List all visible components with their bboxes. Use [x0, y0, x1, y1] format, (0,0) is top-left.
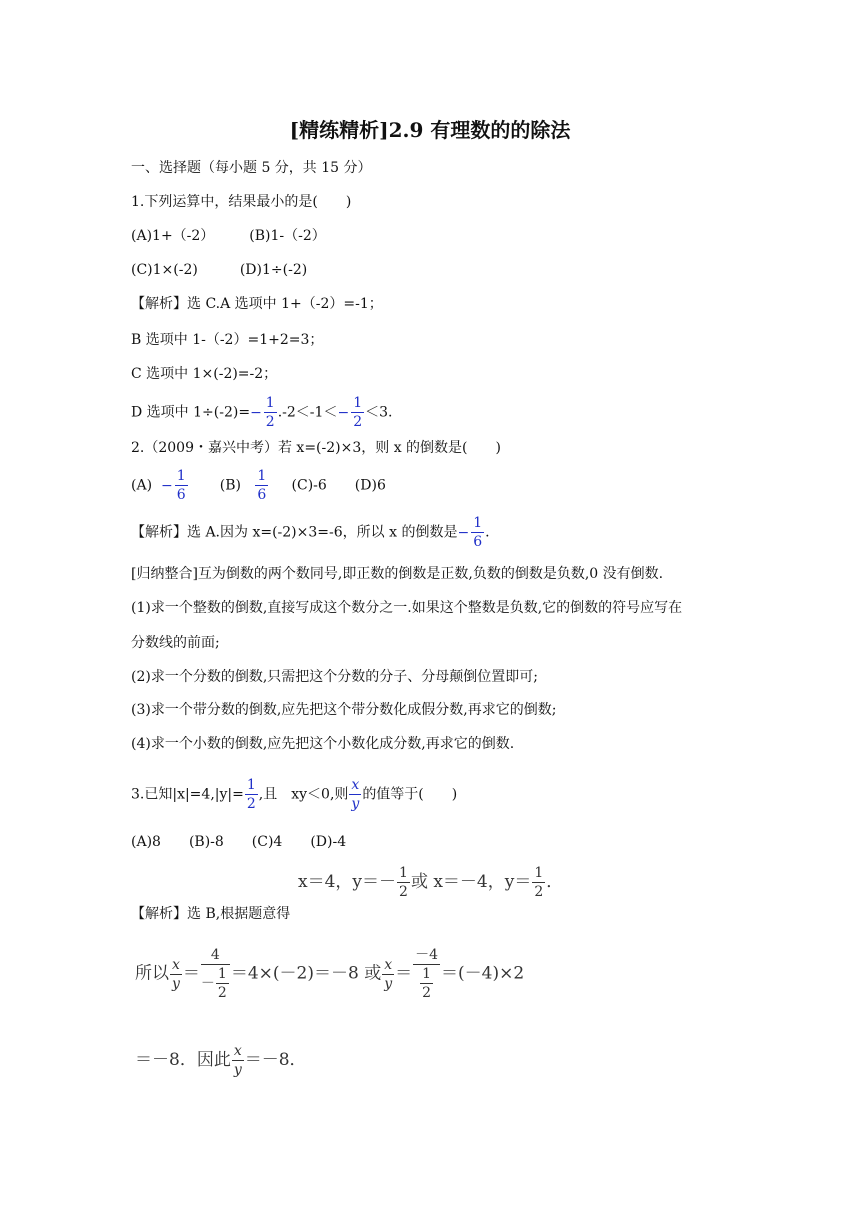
q2-options-cd: (C)-6 (D)6	[291, 477, 386, 494]
q3-options: (A)8 (B)-8 (C)4 (D)-4	[131, 834, 347, 850]
page-title: [精练精析]2.9 有理数的的除法	[289, 118, 571, 142]
q3-stem-end: 的值等于( )	[362, 786, 458, 803]
q1-answer-line3: C 选项中 1×(-2)=-2；	[131, 366, 278, 382]
fraction-one-sixth: $\frac{1}{6}$	[176, 468, 186, 503]
q1-answer-line4-middle: .-2＜-1＜	[277, 404, 338, 421]
minus-sign: −	[250, 404, 262, 421]
summary-item-1b: 分数线的前面;	[131, 635, 220, 651]
section-heading: 一、选择题（每小题 5 分，共 15 分）	[131, 160, 372, 176]
solution-image-line2: 所以 $\frac{x}{y}$ ＝ 4 － $\frac{1}{2}$ ＝4×(－2)＝－8 或 $\frac{x}{y}$ ＝ $\frac{-4}{\frac{1}{2}}$ ＝(－4)×2	[135, 947, 525, 1001]
q2-option-a-label: (A)	[131, 477, 153, 494]
q1-answer-line4	[131, 396, 392, 429]
summary-item-4: (4)求一个小数的倒数,应先把这个小数化成分数,再求它的倒数.	[131, 736, 515, 752]
q1-options-cd: (C)1×(-2) (D)1÷(-2)	[131, 262, 308, 278]
q1-answer-line4-start: D 选项中 1÷(-2)=	[131, 404, 251, 421]
fraction-one-sixth: $\frac{1}{6}$	[473, 515, 483, 550]
q1-answer-line1: 【解析】选 C.A 选项中 1+（-2）=-1；	[131, 296, 383, 312]
q1-answer-line2: B 选项中 1-（-2）=1+2=3；	[131, 332, 324, 348]
fraction-one-half: $\frac{1}{2}$	[246, 777, 256, 812]
q2-answer	[131, 516, 490, 549]
q1-stem: 1.下列运算中，结果最小的是( )	[131, 194, 352, 210]
fraction-one-half: $\frac{1}{2}$	[353, 395, 363, 430]
summary-title: [归纳整合]互为倒数的两个数同号,即正数的倒数是正数,负数的倒数是负数,0 没有倒数.	[131, 566, 664, 582]
fraction-one-half: $\frac{1}{2}$	[265, 395, 275, 430]
q3-stem-middle: ,且 xy＜0,则	[258, 786, 349, 803]
q3-answer-intro: 【解析】选 B,根据题意得	[131, 906, 291, 922]
summary-item-2: (2)求一个分数的倒数,只需把这个分数的分子、分母颠倒位置即可;	[131, 669, 538, 685]
summary-item-3: (3)求一个带分数的倒数,应先把这个带分数化成假分数,再求它的倒数;	[131, 702, 557, 718]
q2-options	[131, 469, 386, 502]
q2-option-b-label: (B)	[219, 477, 241, 494]
q1-options-ab: (A)1+（-2） (B)1-（-2）	[131, 228, 326, 244]
fraction-x-over-y: $\frac{x}{y}$	[351, 777, 360, 812]
q1-answer-line4-end: ＜3.	[365, 404, 393, 421]
q2-answer-text: 【解析】选 A.因为 x=(-2)×3=-6，所以 x 的倒数是	[131, 524, 458, 541]
solution-image-line1: x＝4，y＝－ $\frac{1}{2}$ 或 x＝－4，y＝ $\frac{1}{2}$ ．	[298, 865, 564, 900]
q2-answer-end: .	[485, 524, 490, 541]
summary-item-1a: (1)求一个整数的倒数,直接写成这个数分之一.如果这个整数是负数,它的倒数的符号应写在	[131, 600, 683, 616]
fraction-one-sixth: $\frac{1}{6}$	[257, 468, 267, 503]
q3-stem	[131, 778, 457, 811]
q3-stem-start: 3.已知|x|=4,|y|=	[131, 786, 244, 803]
minus-sign: −	[160, 477, 173, 494]
minus-sign: −	[457, 524, 470, 541]
solution-image-line3: ＝－8．因此 $\frac{x}{y}$ ＝－8．	[135, 1043, 307, 1078]
minus-sign: −	[337, 404, 350, 421]
q2-stem: 2.（2009・嘉兴中考）若 x=(-2)×3，则 x 的倒数是( )	[131, 440, 501, 456]
